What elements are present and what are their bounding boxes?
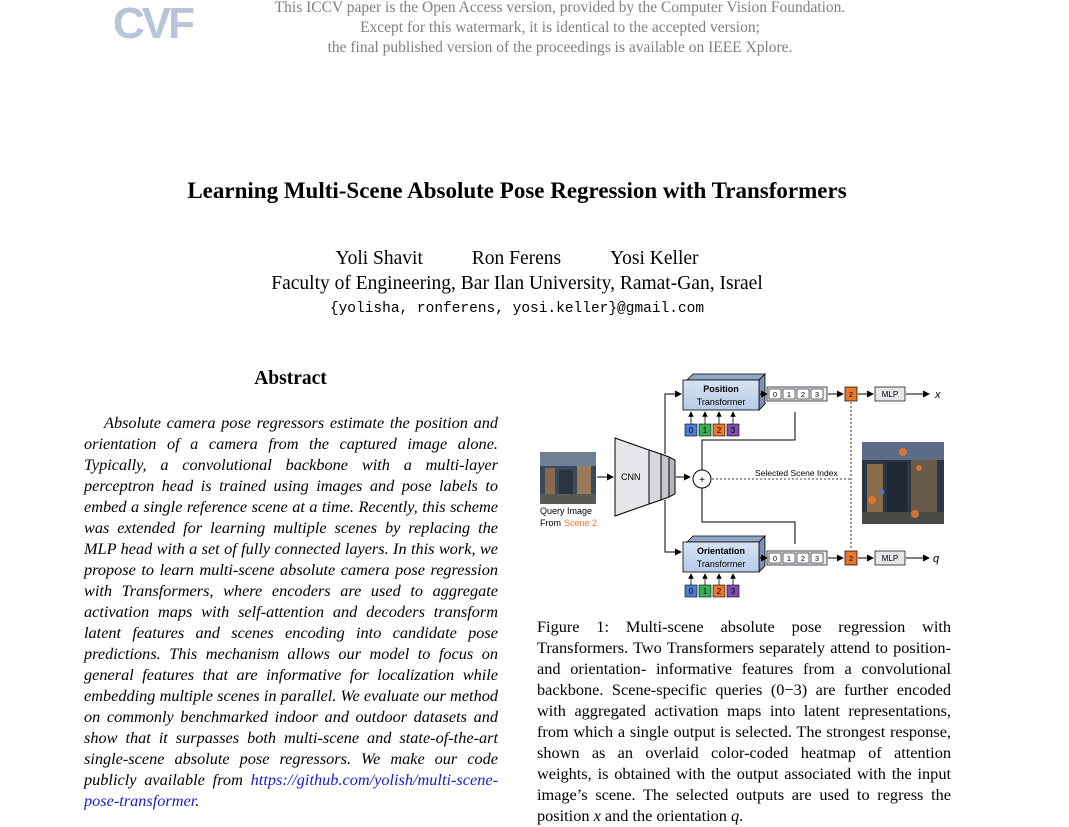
caption-var-q: q — [731, 806, 740, 825]
author-name: Yosi Keller — [610, 248, 699, 269]
connector-line — [702, 412, 795, 470]
affiliation: Faculty of Engineering, Bar Ilan University, Ramat-Gan, Israel — [271, 273, 763, 294]
abstract-end: . — [195, 791, 200, 810]
heatmap-image — [862, 442, 944, 524]
figure-diagram — [537, 372, 951, 604]
query-image-label: Query Image — [540, 506, 593, 516]
mlp-label: MLP — [881, 390, 899, 399]
author-name: Ron Ferens — [471, 248, 562, 269]
abstract-heading: Abstract — [254, 368, 327, 389]
selected-index: 2 — [848, 554, 854, 563]
latent-index: 0 — [772, 554, 778, 563]
latent-index: 2 — [800, 554, 806, 563]
output-x: x — [935, 389, 941, 401]
query-index: 3 — [730, 587, 736, 596]
query-index: 1 — [702, 426, 708, 435]
query-from-label: From — [540, 518, 561, 528]
selected-index: 2 — [848, 390, 854, 399]
watermark-line-2: Except for this watermark, it is identical to the accepted version; — [360, 19, 760, 36]
arrow — [665, 500, 681, 552]
caption-text: Multi-scene absolute pose regression with Transformers. Two Transformers separately attend to position- and orientation- informative features from a convolutional backbone. Scene-specific queries (0−3) are further encoded with aggregated activation maps into latent representations, from which a single output is selected. The strongest response, shown as an overlaid color-coded heatmap of attention weights, is obtained with the output associated with the input image’s scene. The selected outputs are used to regress the position — [537, 617, 952, 825]
abstract-body — [84, 412, 498, 811]
query-index: 2 — [716, 426, 722, 435]
latent-index: 0 — [772, 390, 778, 399]
author-emails: {yolisha, ronferens, yosi.keller}@gmail.com — [329, 301, 705, 317]
selected-scene-label: Selected Scene Index — [755, 468, 838, 478]
plus-label: + — [699, 475, 705, 486]
cvf-logo: CVF — [113, 0, 192, 48]
latent-index: 1 — [786, 554, 792, 563]
position-label: Position — [703, 384, 739, 394]
latent-index: 1 — [786, 390, 792, 399]
mlp-label: MLP — [881, 554, 899, 563]
caption-end: . — [739, 806, 744, 825]
watermark-line-1: This ICCV paper is the Open Access version, provided by the Computer Vision Foundation. — [274, 0, 846, 16]
latent-index: 3 — [814, 390, 820, 399]
abstract-text: Absolute camera pose regressors estimate the position and orientation of a camera from the captured image alone. Typically, a convolutional backbone with a multi-layer perceptron head is trained using images and pose labels to embed a single reference scene at a time. Recently, this scheme was extended for learning multiple scenes by replacing the MLP head with a set of fully connected layers. In this work, we propose to learn multi-scene absolute camera pose regression with Transformers, where encoders are used to aggregate activation maps with self-attention and decoders transform latent features and scenes encoding into candidate pose predictions. This mechanism allows our model to focus on general features that are informative for localization while embedding multiple scenes in parallel. We evaluate our method on commonly benchmarked indoor and outdoor datasets and show that it surpasses both multi-scene and state-of-the-art single-scene absolute pose regressors. We make our code publicly available from — [84, 413, 498, 789]
latent-index: 2 — [800, 390, 806, 399]
query-index: 3 — [730, 426, 736, 435]
watermark — [200, 0, 920, 58]
caption-var-x: x — [593, 806, 601, 825]
output-q: q — [933, 553, 940, 565]
author-list — [0, 246, 1034, 272]
query-index: 2 — [716, 587, 722, 596]
connector-line — [702, 488, 795, 544]
transformer-label: Transformer — [696, 397, 746, 407]
query-index: 0 — [688, 426, 694, 435]
orientation-label: Orientation — [696, 546, 746, 556]
watermark-line-3: the final published version of the proceedings is available on IEEE Xplore. — [327, 39, 793, 56]
query-image — [540, 452, 596, 504]
query-scene-label: Scene 2 — [564, 518, 598, 528]
query-index: 1 — [702, 587, 708, 596]
paper-title: Learning Multi-Scene Absolute Pose Regression with Transformers — [187, 178, 847, 203]
caption-prefix: Figure 1: — [537, 617, 610, 636]
figure-caption — [537, 616, 951, 826]
query-index: 0 — [688, 587, 694, 596]
transformer-label: Transformer — [696, 559, 746, 569]
latent-index: 3 — [814, 554, 820, 563]
caption-mid: and the orientation — [604, 806, 727, 825]
arrow — [665, 394, 681, 454]
cnn-label: CNN — [621, 472, 641, 482]
code-link[interactable]: https://github.com/yolish/multi-scene-pose-transformer — [84, 770, 498, 810]
author-name: Yoli Shavit — [335, 248, 423, 269]
